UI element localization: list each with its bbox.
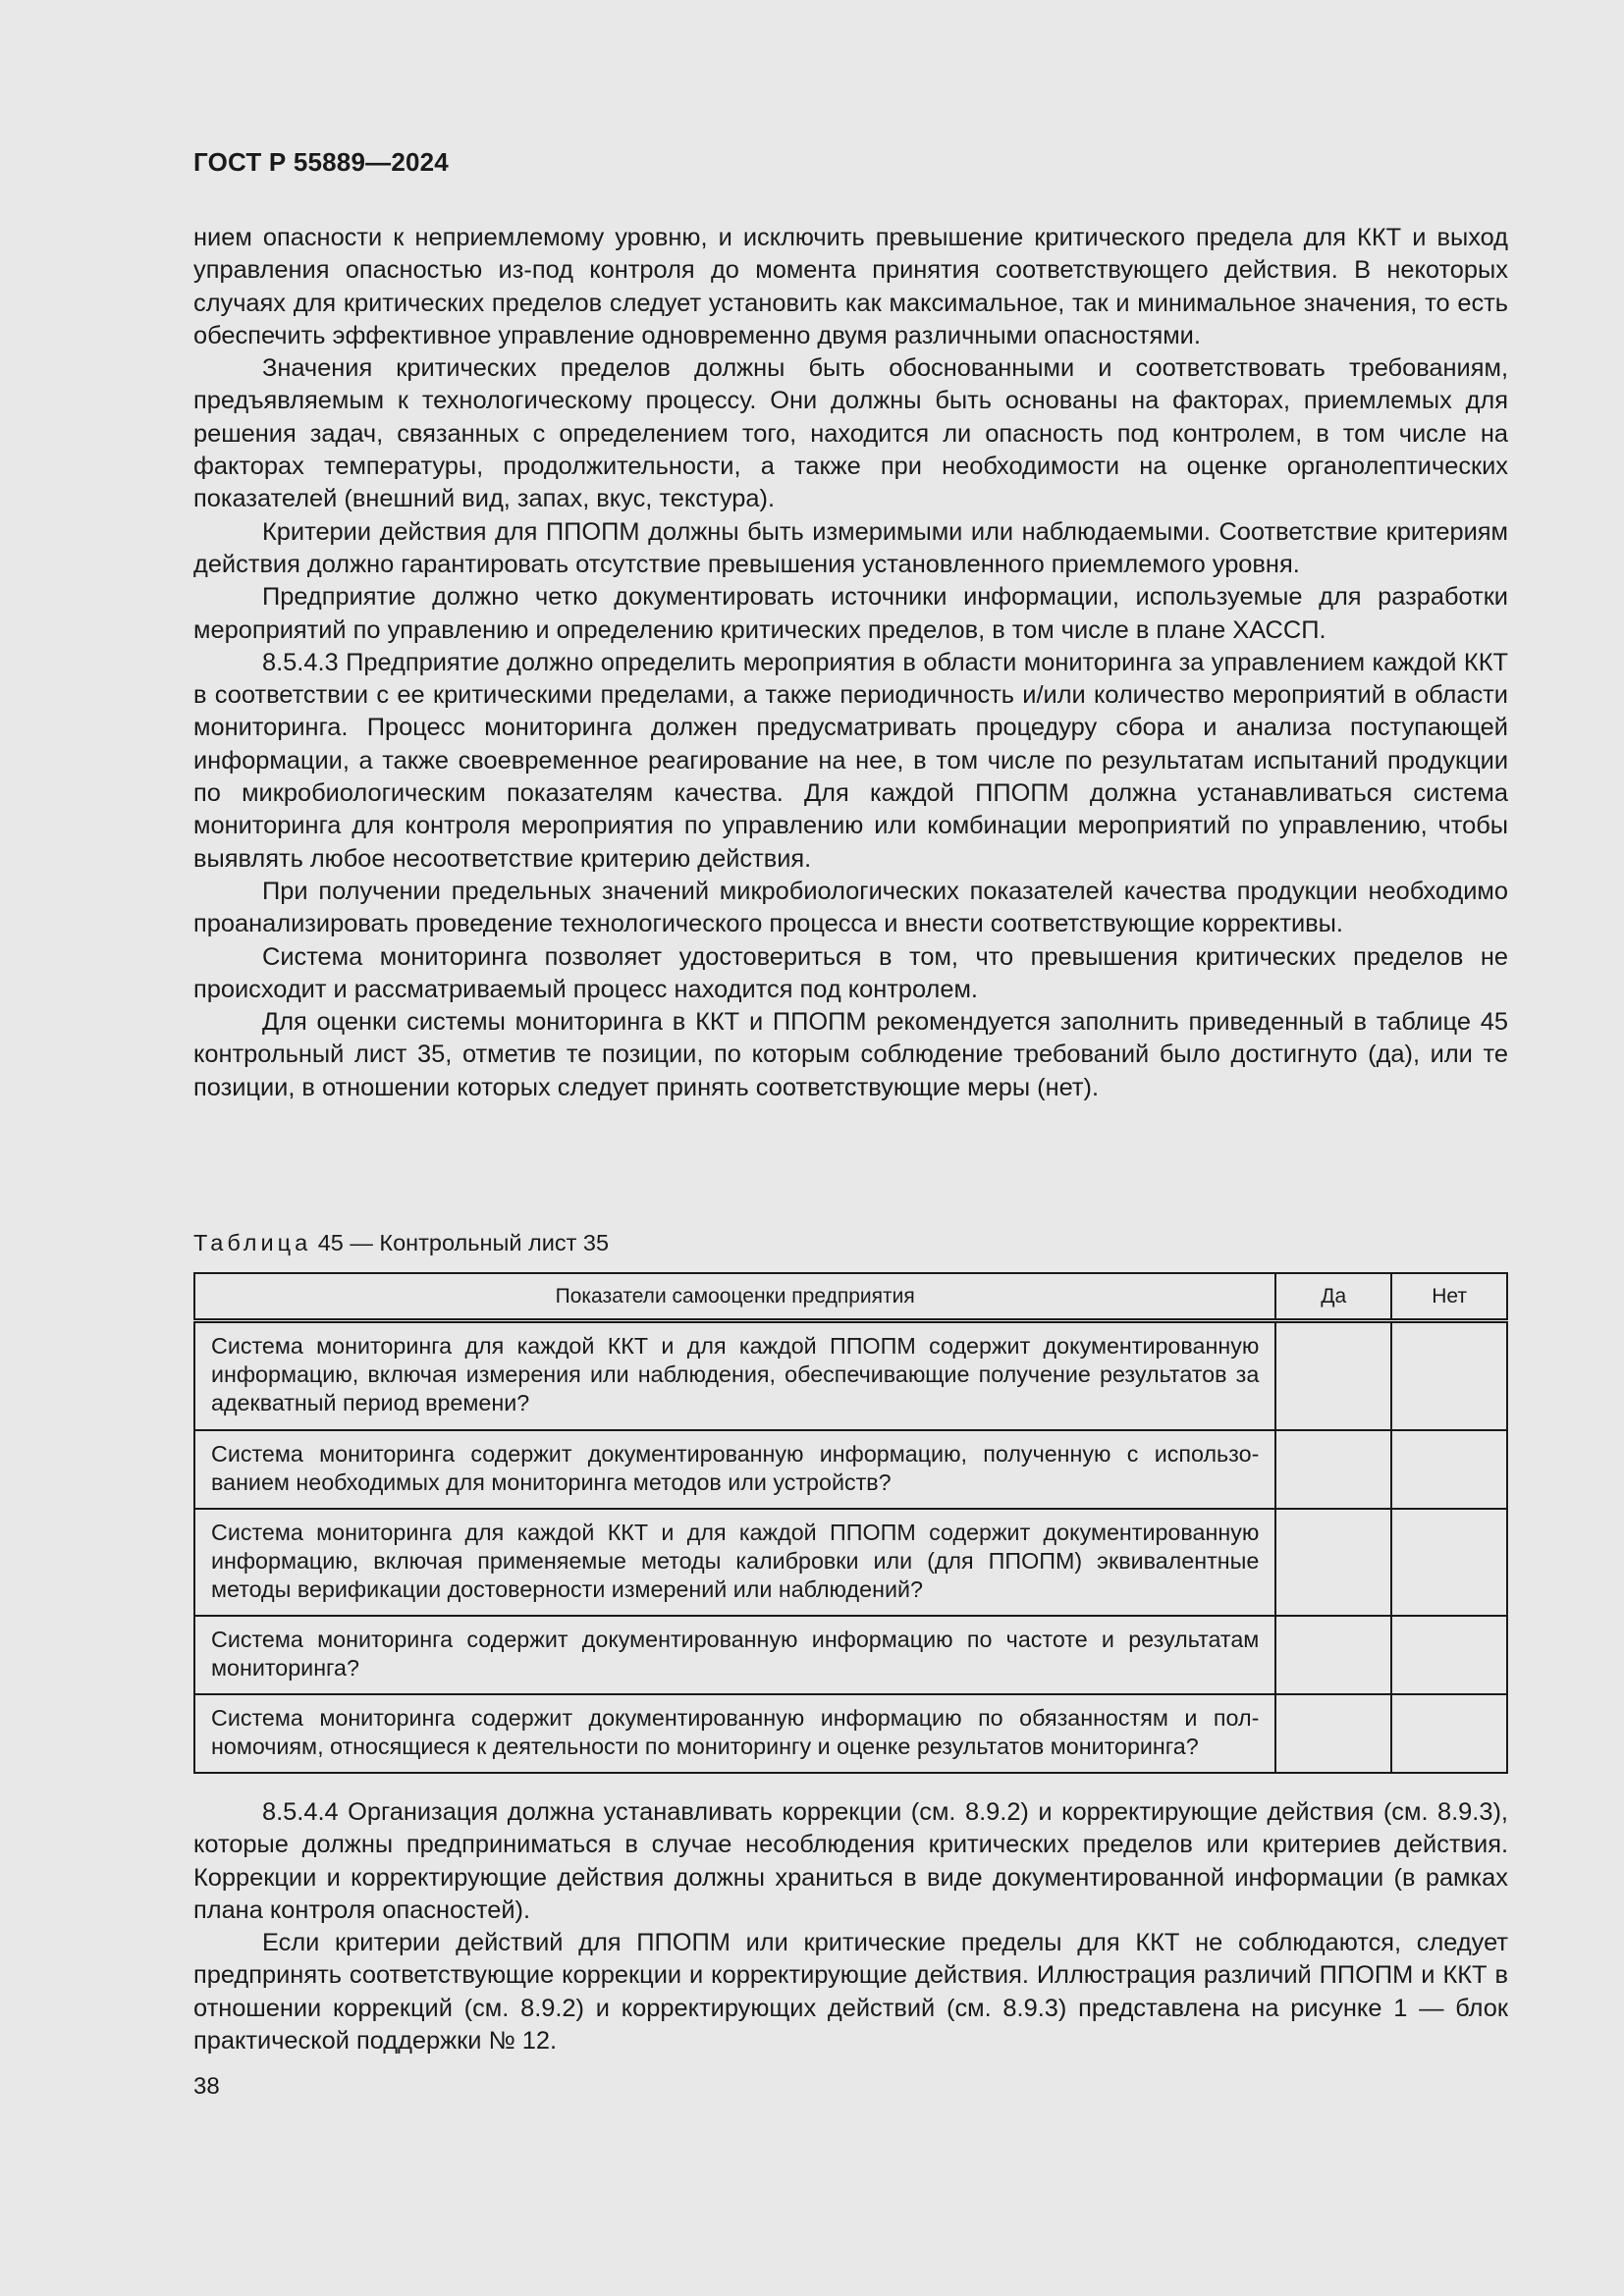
yes-cell[interactable] <box>1275 1321 1391 1430</box>
table-header-row <box>194 1273 1507 1321</box>
paragraph-continuation: нием опасности к неприемлемому уровню, и исключить превышение критического предела для ККТ и выход управления опасностью из-под контроля до момента принятия соответствующего действия. В некоторых случаях для критических пределов следует установить как максимальное, так и минимальное значения, то есть обеспечить эффективное управление одновременно двумя различными опасностями. <box>193 224 1508 349</box>
paragraph-microbiological: При получении предельных значений микробиологических показателей качества продукции необходимо проанализировать проведение технологического процесса и внести соответствующие коррективы. <box>193 877 1508 938</box>
page-number: 38 <box>193 2073 220 2100</box>
paragraph-8-5-4-4: 8.5.4.4 Организация должна устанавливать коррекции (см. 8.9.2) и корректирующие действия (см. 8.9.3), которые должны предприниматься в случае несоблюдения критических пределов или критериев действия. Коррекции и корректирующие действия должны храниться в виде документированной информации (в рамках плана контроля опасностей). <box>193 1798 1508 1924</box>
header-no: Нет <box>1391 1273 1507 1321</box>
question-cell: Система мониторинга содержит документированную информацию по частоте и результатам мониторинга? <box>194 1616 1275 1694</box>
paragraph-corrections: Если критерии действий для ППОПМ или критические пределы для ККТ не соблюдаются, следует предпринять соответствующие коррекции и корректирующие действия. Иллюстрация различий ППОПМ и ККТ в отношении коррекций (см. 8.9.2) и корректирующих действий (см. 8.9.3) представлена на рисунке 1 — блок практической поддержки № 12. <box>193 1929 1508 2056</box>
no-cell[interactable] <box>1391 1694 1507 1773</box>
paragraph-documentation: Предприятие должно четко документировать источники информации, используемые для разработки мероприятий по управлению и определению критических пределов, в том числе в плане ХАССП. <box>193 583 1508 644</box>
question-cell: Система мониторинга содержит документированную информацию, полученную с использованием необходимых для мониторинга методов или устройств? <box>194 1430 1275 1509</box>
header-indicators: Показатели самооценки предприятия <box>194 1273 1275 1321</box>
table-caption-label: Таблица <box>193 1230 312 1255</box>
table-row <box>194 1430 1507 1509</box>
no-cell[interactable] <box>1391 1430 1507 1509</box>
paragraph-checklist-intro: Для оценки системы мониторинга в ККТ и ППОПМ рекомендуется заполнить приведенный в таблице 45 контрольный лист 35, отметив те позиции, по которым соблюдение требований было достигнуто (да), или те позиции, в отношении которых следует принять соответствующие меры (нет). <box>193 1008 1508 1101</box>
paragraph-monitoring-system: Система мониторинга позволяет удостовериться в том, что превышения критических пределов не происходит и рассматриваемый процесс находится под контролем. <box>193 942 1508 1003</box>
paragraph-critical-limits: Значения критических пределов должны быть обоснованными и соответствовать требованиям, предъявляемым к технологическому процессу. Они должны быть основаны на факторах, приемлемых для решения задач, связанных с определением того, находится ли опасность под контролем, в том числе на факторах температуры, продолжительности, а также при необходимости на оценке органолептических показателей (внешний вид, запах, вкус, текстура). <box>193 354 1508 513</box>
no-cell[interactable] <box>1391 1321 1507 1430</box>
body-text <box>193 222 1508 1104</box>
paragraph-action-criteria: Критерии действия для ППОПМ должны быть измеримыми или наблюдаемыми. Соответствие критериям действия должно гарантировать отсутствие превышения установленного приемлемого уровня. <box>193 517 1508 578</box>
yes-cell[interactable] <box>1275 1616 1391 1694</box>
yes-cell[interactable] <box>1275 1694 1391 1773</box>
question-cell: Система мониторинга для каждой ККТ и для каждой ППОПМ содержит документированную информацию, включая измерения или наблюдения, обеспечивающие получение результатов за адекватный период времени? <box>194 1321 1275 1430</box>
yes-cell[interactable] <box>1275 1430 1391 1509</box>
no-cell[interactable] <box>1391 1509 1507 1616</box>
yes-cell[interactable] <box>1275 1509 1391 1616</box>
table-row <box>194 1616 1507 1694</box>
body-text-after-table <box>193 1796 1508 2057</box>
table-row <box>194 1321 1507 1430</box>
document-header-title: ГОСТ Р 55889—2024 <box>193 147 449 177</box>
table-caption <box>193 1230 609 1256</box>
table-row <box>194 1509 1507 1616</box>
table-caption-title: 45 — Контрольный лист 35 <box>317 1230 610 1255</box>
paragraph-8-5-4-3: 8.5.4.3 Предприятие должно определить мероприятия в области мониторинга за управлением каждой ККТ в соответствии с ее критическими пределами, а также периодичность и/или количество мероприятий в области мониторинга. Процесс мониторинга должен предусматривать процедуру сбора и анализа поступающей информации, а также своевременное реагирование на нее, в том числе по результатам испытаний продукции по микробиологическим показателям качества. Для каждой ППОПМ должна устанавливаться система мониторинга для контроля мероприятия по управлению или комбинации мероприятий по управлению, чтобы выявлять любое несоответствие критерию действия. <box>193 648 1508 873</box>
question-cell: Система мониторинга для каждой ККТ и для каждой ППОПМ содержит документированную информацию, включая применяемые методы калибровки или (для ППОПМ) эквивалентные методы верификации достоверности измерений или наблюдений? <box>194 1509 1275 1616</box>
checklist-table <box>193 1272 1508 1774</box>
question-cell: Система мониторинга содержит документированную информацию по обязанностям и полномочиям, относящиеся к деятельности по мониторингу и оценке результатов мониторинга? <box>194 1694 1275 1773</box>
table-row <box>194 1694 1507 1773</box>
no-cell[interactable] <box>1391 1616 1507 1694</box>
header-yes: Да <box>1275 1273 1391 1321</box>
